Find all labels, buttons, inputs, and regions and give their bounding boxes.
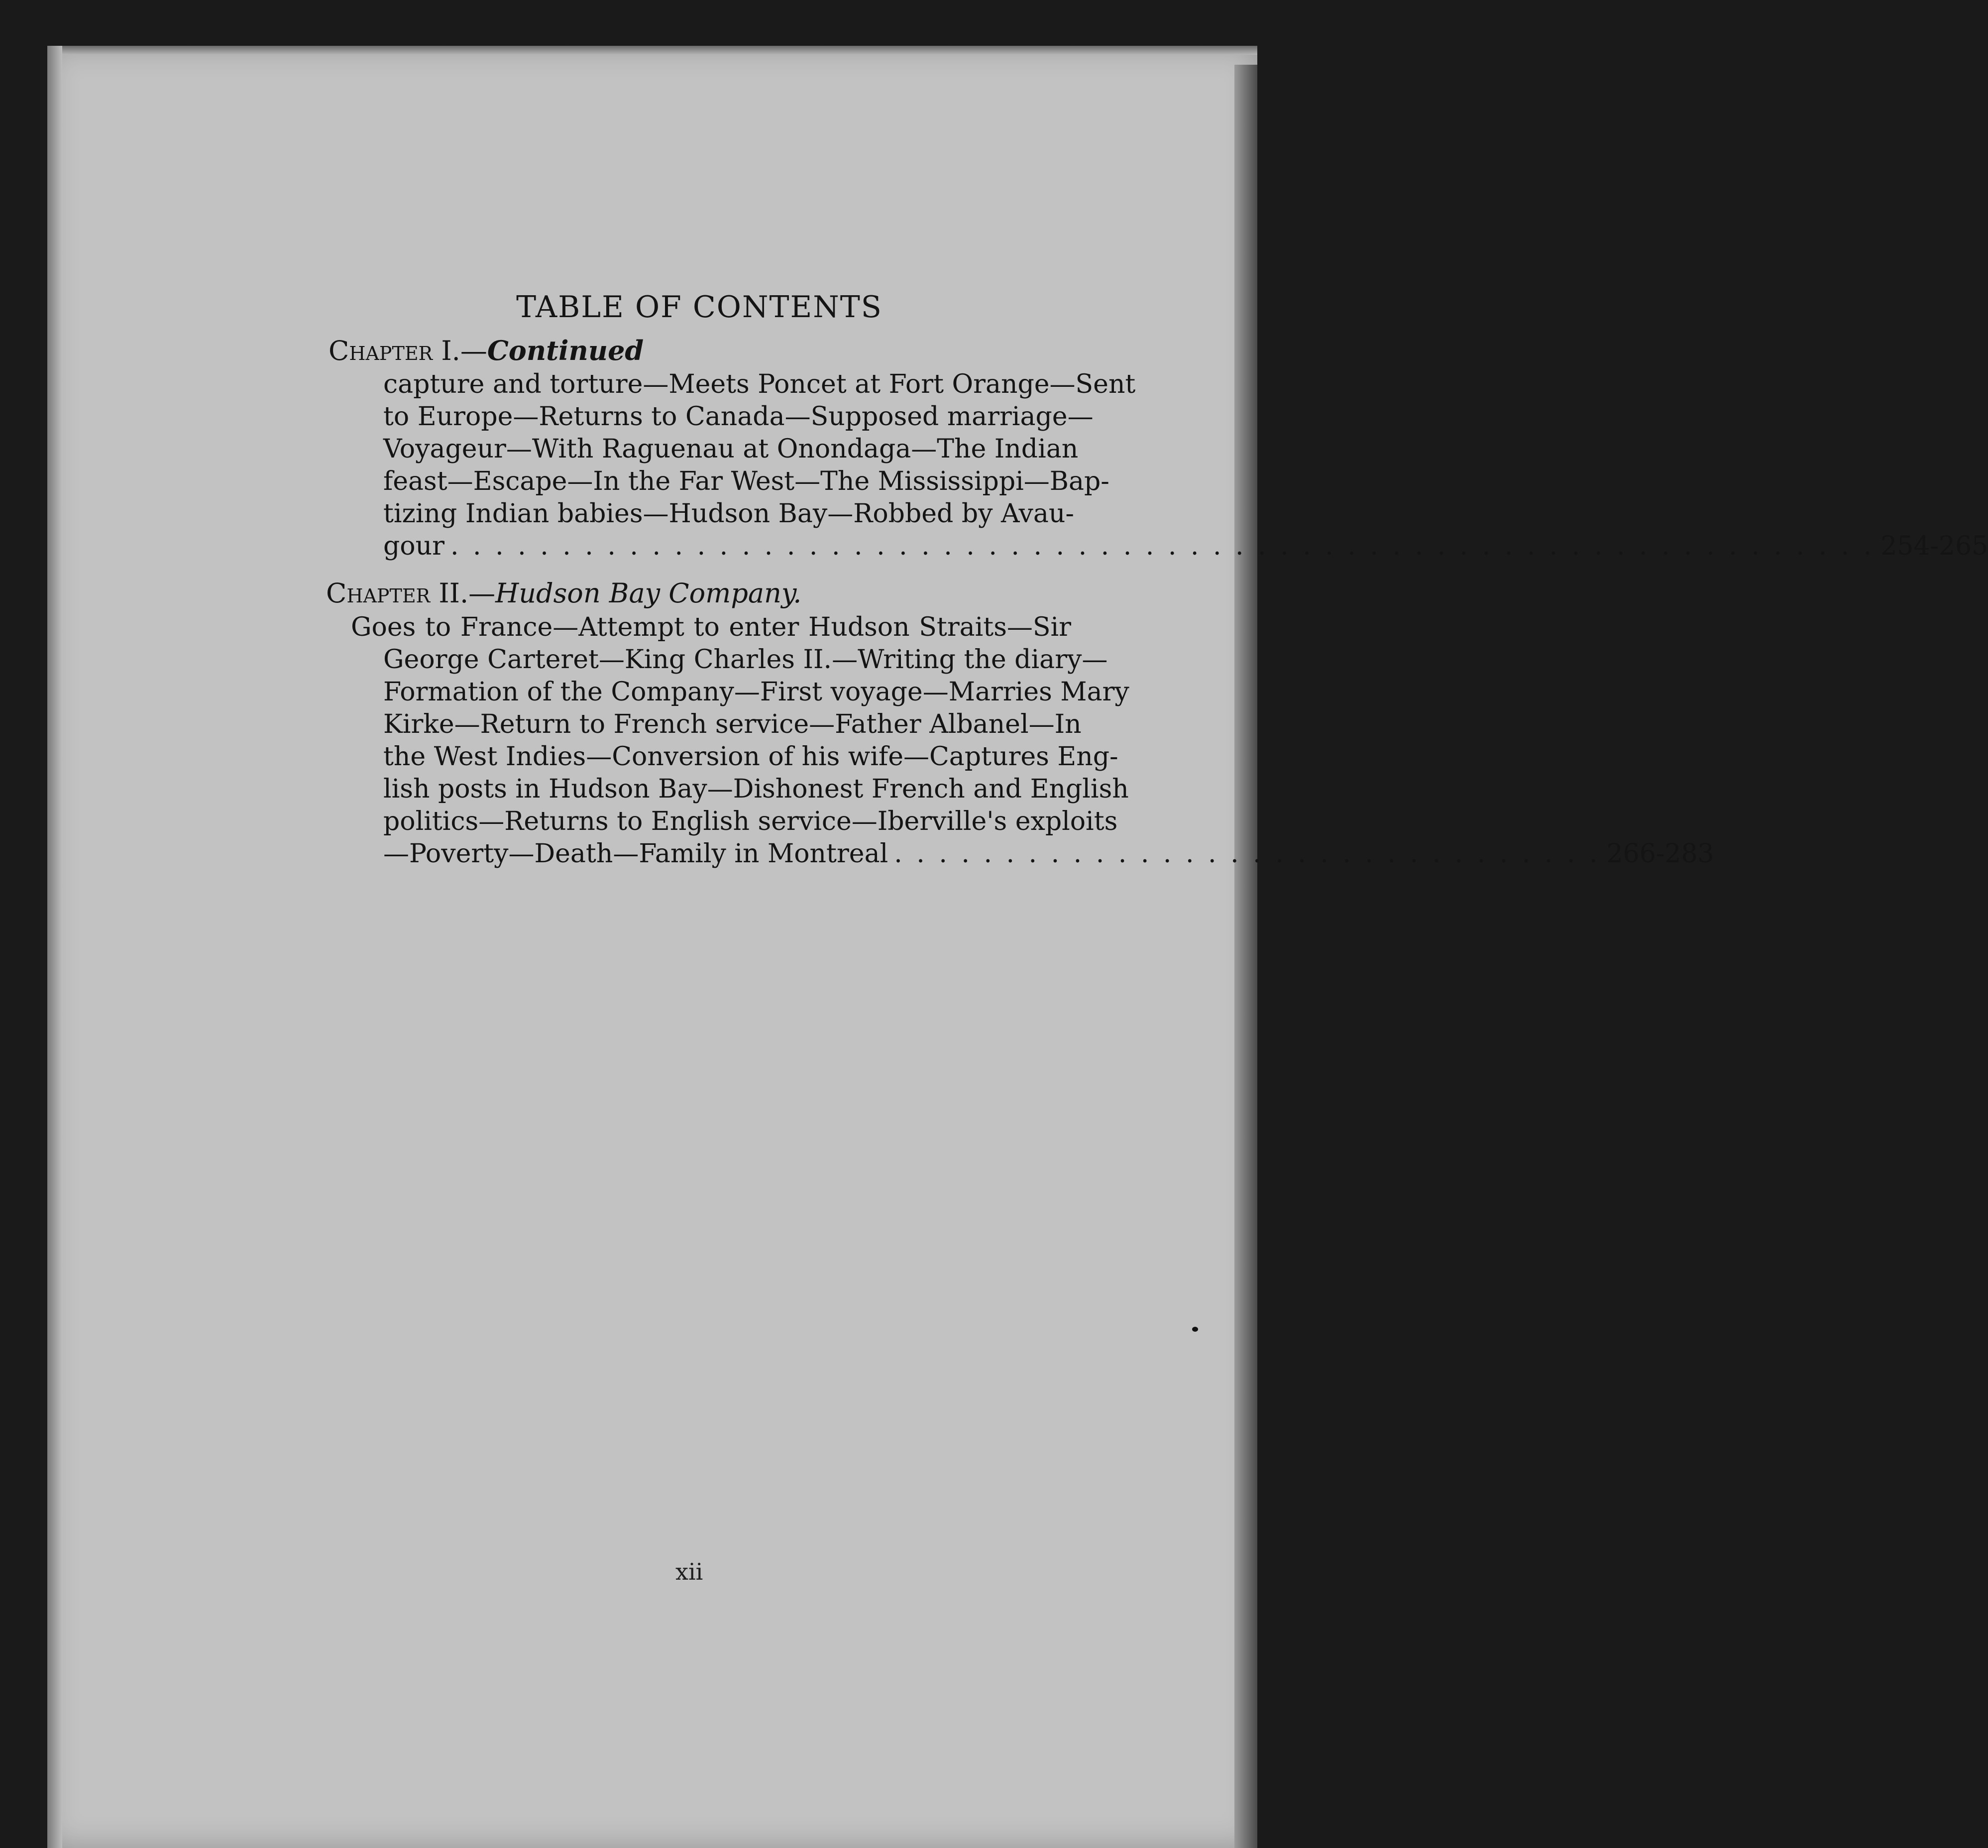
chapter-2-line: lish posts in Hudson Bay—Dishonest French and English <box>383 774 1129 804</box>
chapter-1-line: capture and torture—Meets Poncet at Fort Orange—Sent <box>383 369 1136 399</box>
chapter-2-line: George Carteret—King Charles II.—Writing the diary— <box>383 645 1108 675</box>
chapter-2-pages: 266-283 <box>1606 839 1714 869</box>
chapter-1-pages: 254-265 <box>1880 531 1988 561</box>
page-top-edge <box>47 46 1257 55</box>
chapter-1-subtitle: Continued <box>487 335 644 366</box>
chapter-2-last-line <box>383 838 1714 870</box>
chapter-1-last-text: gour <box>383 531 444 561</box>
chapter-2-last-text: —Poverty—Death—Family in Montreal <box>383 839 888 869</box>
chapter-2-heading <box>326 578 801 609</box>
chapter-1-label: Chapter I.— <box>329 335 487 366</box>
page-right-edge <box>1234 65 1257 1848</box>
chapter-2-line: Kirke—Return to French service—Father Albanel—In <box>383 709 1082 739</box>
chapter-1-line: to Europe—Returns to Canada—Supposed marriage— <box>383 402 1094 432</box>
chapter-1-entry <box>383 368 1988 563</box>
chapter-2-entry <box>351 611 1714 870</box>
chapter-2-label: Chapter II.— <box>326 578 496 609</box>
dot-leader: . . . . . . . . . . . . . . . . . . . . . . . . . . . . . . . . <box>894 839 1601 869</box>
chapter-1-line: tizing Indian babies—Hudson Bay—Robbed by Avau- <box>383 499 1074 529</box>
chapter-1-heading <box>329 335 644 366</box>
page-number: xii <box>675 1558 703 1585</box>
dot-leader: . . . . . . . . . . . . . . . . . . . . . . . . . . . . . . . . . . . . . . . . . . . . . . . . . . . . . . . . . . . . . . . . <box>450 531 1875 561</box>
chapter-2-line: Goes to France—Attempt to enter Hudson Straits—Sir <box>351 612 1071 642</box>
chapter-1-line: feast—Escape—In the Far West—The Mississippi—Bap- <box>383 466 1109 496</box>
chapter-2-line: the West Indies—Conversion of his wife—Captures Eng- <box>383 742 1118 772</box>
chapter-1-last-line <box>383 530 1988 563</box>
ink-speck <box>1192 1327 1198 1332</box>
chapter-2-line: politics—Returns to English service—Iberville's exploits <box>383 807 1118 836</box>
chapter-2-line: Formation of the Company—First voyage—Marries Mary <box>383 677 1129 707</box>
page-title: TABLE OF CONTENTS <box>516 290 883 325</box>
chapter-1-line: Voyageur—With Raguenau at Onondaga—The Indian <box>383 434 1079 464</box>
chapter-2-subtitle: Hudson Bay Company. <box>495 578 802 609</box>
